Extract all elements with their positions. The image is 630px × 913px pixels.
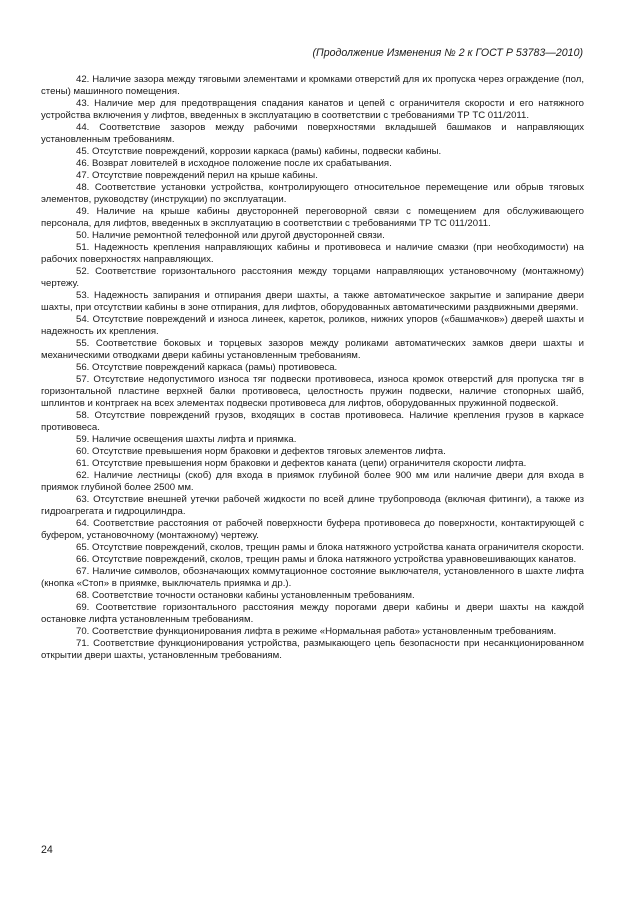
list-item: 59. Наличие освещения шахты лифта и приямка.	[76, 434, 297, 445]
list-item: 53. Надежность запирания и отпирания двери шахты, а также автоматическое закрытие и запирание двери шахты, при отсутствии кабины в зоне отпирания, для лифтов, оборудованных автоматическими раздвижными дверями.	[41, 290, 584, 313]
list-item: 71. Соответствие функционирования устройства, размыкающего цепь безопасности при несанкционированном открытии двери шахты, установленным требованиям.	[41, 638, 584, 661]
running-header: (Продолжение Изменения № 2 к ГОСТ Р 53783—2010)	[312, 47, 583, 59]
list-item: 70. Соответствие функционирования лифта в режиме «Нормальная работа» установленным требованиям.	[76, 626, 557, 637]
list-item: 60. Отсутствие превышения норм браковки и дефектов тяговых элементов лифта.	[76, 446, 446, 457]
list-item: 63. Отсутствие внешней утечки рабочей жидкости по всей длине трубопровода (включая фитинги), а также из гидроагрегата и гидроцилиндра.	[41, 494, 584, 517]
document-body	[41, 74, 584, 662]
list-item: 62. Наличие лестницы (скоб) для входа в приямок глубиной более 900 мм или наличие двери для входа в приямок глубиной более 2500 мм.	[41, 470, 584, 493]
list-item: 55. Соответствие боковых и торцевых зазоров между роликами автоматических замков двери шахты и механическими отводками двери кабины установленным требованиям.	[41, 338, 584, 361]
list-item: 68. Соответствие точности остановки кабины установленным требованиям.	[76, 590, 415, 601]
list-item: 44. Соответствие зазоров между рабочими поверхностями вкладышей башмаков и направляющих установленным требованиям.	[41, 122, 584, 145]
list-item: 65. Отсутствие повреждений, сколов, трещин рамы и блока натяжного устройства каната ограничителя скорости.	[76, 542, 585, 553]
list-item: 50. Наличие ремонтной телефонной или другой двусторонней связи.	[76, 230, 385, 241]
list-item: 49. Наличие на крыше кабины двусторонней переговорной связи с помещением для обслуживающего персонала, для лифтов, введенных в эксплуатацию в соответствии с требованиями ТР ТС 011/2011.	[41, 206, 584, 229]
list-item: 57. Отсутствие недопустимого износа тяг подвески противовеса, износа кромок отверстий для пропуска тяг в горизонтальной пластине верхней балки противовеса, целостность пружин подвески, наличие стопорных шайб, шплинтов и контргаек на всех элементах подвески противовеса для лифтов, оборудованных пружинной подвеской.	[41, 374, 584, 409]
page-number: 24	[41, 844, 53, 856]
list-item: 42. Наличие зазора между тяговыми элементами и кромками отверстий для их пропуска через ограждение (пол, стены) машинного помещения.	[41, 74, 584, 97]
list-item: 61. Отсутствие превышения норм браковки и дефектов каната (цепи) ограничителя скорости лифта.	[76, 458, 527, 469]
list-item: 58. Отсутствие повреждений грузов, входящих в состав противовеса. Наличие крепления грузов в каркасе противовеса.	[41, 410, 584, 433]
list-item: 43. Наличие мер для предотвращения спадания канатов и цепей с ограничителя скорости и его натяжного устройства включения у лифтов, введенных в эксплуатацию в соответствии с требованиями ТР ТС 011/2011.	[41, 98, 584, 121]
list-item: 66. Отсутствие повреждений, сколов, трещин рамы и блока натяжного устройства уравновешивающих канатов.	[76, 554, 577, 565]
list-item: 51. Надежность крепления направляющих кабины и противовеса и наличие смазки (при необходимости) на рабочих поверхностях направляющих.	[41, 242, 584, 265]
list-item: 46. Возврат ловителей в исходное положение после их срабатывания.	[76, 158, 392, 169]
list-item: 67. Наличие символов, обозначающих коммутационное состояние выключателя, установленного в шахте лифта (кнопка «Стоп» в приямке, выключатель приямка и др.).	[41, 566, 584, 589]
list-item: 52. Соответствие горизонтального расстояния между торцами направляющих установочному (монтажному) чертежу.	[41, 266, 584, 289]
list-item: 45. Отсутствие повреждений, коррозии каркаса (рамы) кабины, подвески кабины.	[76, 146, 442, 157]
list-item: 47. Отсутствие повреждений перил на крыше кабины.	[76, 170, 318, 181]
list-item: 64. Соответствие расстояния от рабочей поверхности буфера противовеса до поверхности, контактирующей с буфером, установочному (монтажному) чертежу.	[41, 518, 584, 541]
list-item: 69. Соответствие горизонтального расстояния между порогами двери кабины и двери шахты на каждой остановке лифта установленным требованиям.	[41, 602, 584, 625]
list-item: 54. Отсутствие повреждений и износа линеек, кареток, роликов, нижних упоров («башмачков») дверей шахты и надежность их крепления.	[41, 314, 584, 337]
list-item: 56. Отсутствие повреждений каркаса (рамы) противовеса.	[76, 362, 338, 373]
list-item: 48. Соответствие установки устройства, контролирующего относительное перемещение или обрыв тяговых элементов, руководству (инструкции) по эксплуатации.	[41, 182, 584, 205]
